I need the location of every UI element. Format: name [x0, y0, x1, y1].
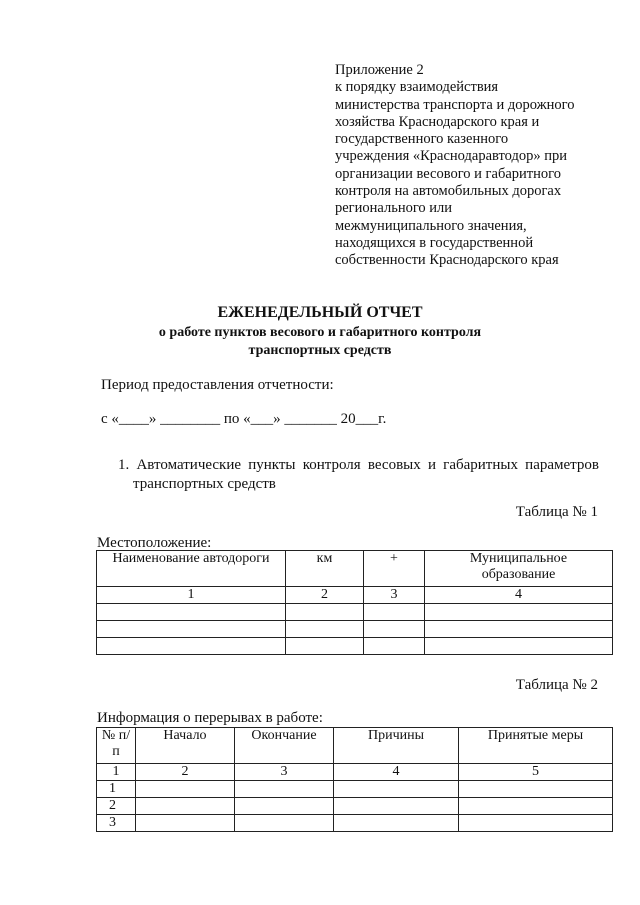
- report-subtitle-2: транспортных средств: [248, 343, 392, 358]
- table-2-col-number: 4: [334, 764, 459, 781]
- annex-line: межмуниципального значения,: [335, 217, 527, 234]
- annex-line: учреждения «Краснодаравтодор» при: [335, 148, 567, 165]
- row-number: 3: [97, 815, 136, 832]
- table-2-header: Причины: [334, 728, 459, 764]
- table-2-caption: Таблица № 2: [515, 677, 598, 693]
- annex-block: [335, 62, 625, 270]
- table-1-col-number: 1: [97, 587, 286, 604]
- table-2-col-number: 3: [235, 764, 334, 781]
- section-1-heading: 1. Автоматические пункты контроля весовых и габаритных параметров: [118, 457, 599, 473]
- table-1-col-number: 4: [425, 587, 613, 604]
- table-row: [97, 621, 613, 638]
- report-subtitle-1: о работе пунктов весового и габаритного контроля: [158, 325, 482, 340]
- table-2: [96, 727, 613, 832]
- table-row: [97, 815, 613, 832]
- table-row: [97, 781, 613, 798]
- table-2-header: Начало: [136, 728, 235, 764]
- table-1: [96, 550, 613, 655]
- table-2-col-number: 5: [459, 764, 613, 781]
- table-2-label: Информация о перерывах в работе:: [97, 710, 323, 726]
- table-1-col-number: 2: [286, 587, 364, 604]
- period-line: с «____» ________ по «___» _______ 20___г.: [101, 411, 387, 427]
- table-1-header: км: [286, 551, 364, 587]
- table-1-caption: Таблица № 1: [515, 504, 598, 520]
- annex-line: собственности Краснодарского края: [335, 252, 559, 269]
- annex-line: хозяйства Краснодарского края и: [335, 113, 540, 130]
- table-1-label: Местоположение:: [97, 535, 212, 551]
- table-2-header: № п/п: [97, 728, 136, 764]
- annex-line: контроля на автомобильных дорогах: [335, 183, 562, 200]
- section-1-heading-cont: транспортных средств: [133, 476, 276, 492]
- row-number: 1: [97, 781, 136, 798]
- annex-line: к порядку взаимодействия: [335, 79, 499, 96]
- table-1-header: Наименование автодороги: [97, 551, 286, 587]
- period-label: Период предоставления отчетности:: [101, 377, 334, 393]
- table-2-header: Окончание: [235, 728, 334, 764]
- annex-line: регионального или: [335, 200, 453, 217]
- annex-line: Приложение 2: [335, 62, 424, 78]
- annex-line: организации весового и габаритного: [335, 165, 561, 182]
- table-2-col-number: 2: [136, 764, 235, 781]
- annex-line: находящихся в государственной: [335, 234, 534, 251]
- table-1-col-number: 3: [364, 587, 425, 604]
- table-row: [97, 604, 613, 621]
- table-row: [97, 638, 613, 655]
- table-1-header: +: [364, 551, 425, 587]
- row-number: 2: [97, 798, 136, 815]
- report-title: ЕЖЕНЕДЕЛЬНЫЙ ОТЧЕТ: [217, 304, 423, 321]
- table-2-header: Принятые меры: [459, 728, 613, 764]
- annex-line: министерства транспорта и дорожного: [335, 96, 575, 113]
- table-row: [97, 798, 613, 815]
- table-2-col-number: 1: [97, 764, 136, 781]
- table-1-header: Муниципальное образование: [425, 551, 613, 587]
- annex-line: государственного казенного: [335, 131, 509, 148]
